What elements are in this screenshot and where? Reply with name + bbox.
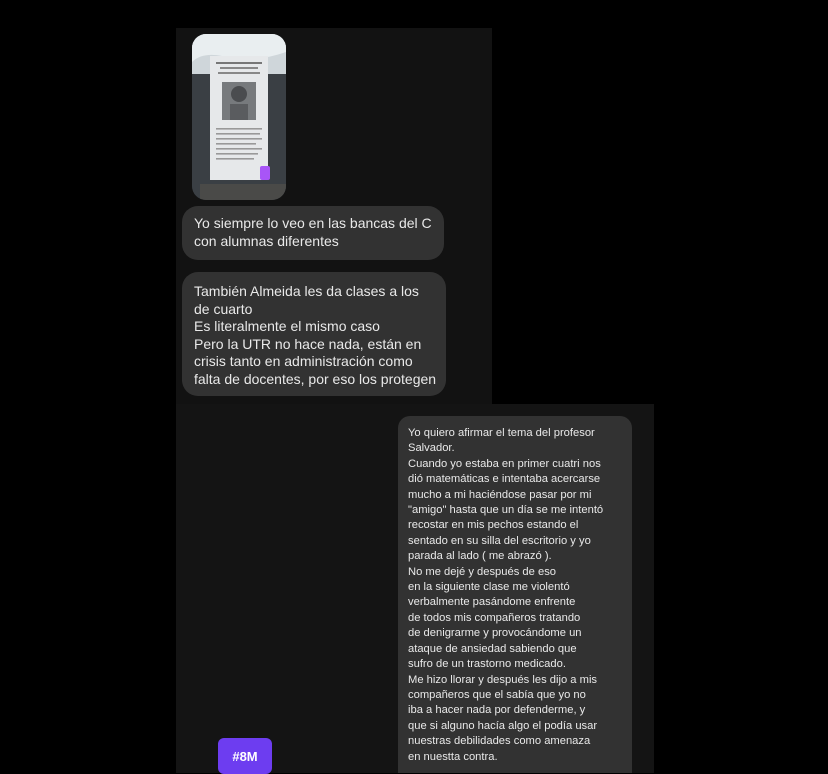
message-line: compañeros que el sabía que yo no [408,688,586,701]
message-line: nuestras debilidades como amenaza [408,735,591,748]
message-line: Yo quiero afirmar el tema del profesor [408,427,595,439]
message-line: verbalmente pasándome enfrente [408,596,576,609]
message-line: Yo siempre lo veo en las bancas del C [194,215,432,231]
message-line: Salvador. [408,442,455,455]
missing-poster-photo-icon [192,34,286,200]
message-line: Me hizo llorar y después les dijo a mis [408,673,598,686]
message-line: iba a hacer nada por defenderme, y [408,704,586,717]
message-line: que si alguno hacía algo el podía usar [408,719,598,732]
message-line: mucho a mi haciéndose pasar por mi [408,488,592,501]
message-line: dió matemáticas e intentaba acercarse [408,473,601,486]
message-bubble-2[interactable] [182,272,446,396]
message-line: También Almeida les da clases a los [194,283,419,299]
message-line: en la siguiente clase me violentó [408,581,570,594]
message-line: "amigo" hasta que un día se me intentó [408,504,604,517]
message-line: sentado en su silla del escritorio y yo [408,534,591,547]
message-line: con alumnas diferentes [194,232,339,249]
message-line: sufro de un trastorno medicado. [408,658,566,671]
message-line: Cuando yo estaba en primer cuatri nos [408,457,601,470]
message-line: de todos mis compañeros tratando [408,611,581,624]
message-line: No me dejé y después de eso [408,565,557,578]
message-line: parada al lado ( me abrazó ). [408,550,552,563]
message-line: falta de docentes, por eso los protegen [194,370,437,387]
image-message[interactable] [192,34,286,200]
hashtag-label: #8M [232,748,258,764]
message-line: crisis tanto en administración como [194,353,413,369]
hashtag-badge [218,738,272,774]
message-line: ataque de ansiedad sabiendo que [408,642,577,655]
message-line: recostar en mis pechos estando el [408,519,579,532]
message-line: en nuestta contra. [408,750,498,763]
message-bubble-1[interactable] [182,206,444,260]
message-line: Pero la UTR no hace nada, están en [194,335,422,352]
message-line: de denigrarme y provocándome un [408,627,582,640]
message-bubble-3[interactable] [398,416,632,773]
message-line: Es literalmente el mismo caso [194,318,380,334]
message-line: de cuarto [194,300,253,317]
